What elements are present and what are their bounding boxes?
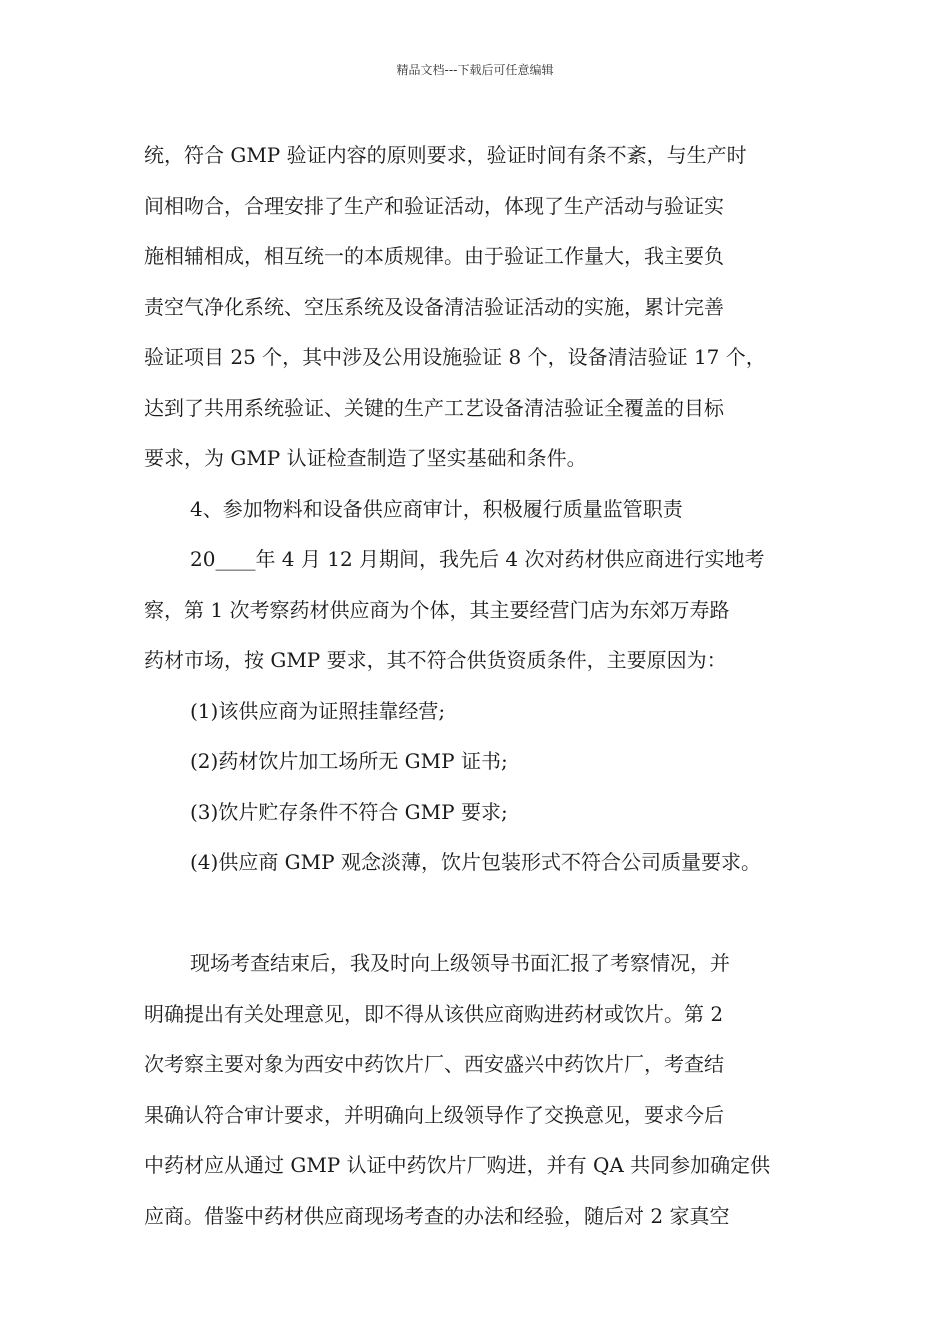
- text-line: 20____年 4 月 12 月期间，我先后 4 次对药材供应商进行实地考: [190, 547, 765, 571]
- text-line: 果确认符合审计要求，并明确向上级领导作了交换意见，要求今后: [144, 1102, 724, 1127]
- text-line: 次考察主要对象为西安中药饮片厂、西安盛兴中药饮片厂，考查结: [144, 1052, 724, 1076]
- text-line: 察，第 1 次考察药材供应商为个体，其主要经营门店为东郊万寿路: [144, 597, 730, 622]
- text-line: 现场考查结束后，我及时向上级领导书面汇报了考察情况，并: [190, 951, 730, 975]
- text-line: 明确提出有关处理意见，即不得从该供应商购进药材或饮片。第 2: [144, 1001, 724, 1026]
- list-item: (2)药材饮片加工场所无 GMP 证书;: [190, 749, 508, 773]
- section-heading-supplier-audit: [144, 484, 834, 535]
- text-line: 药材市场，按 GMP 要求，其不符合供货资质条件，主要原因为：: [144, 648, 727, 672]
- text-line: 达到了共用系统验证、关键的生产工艺设备清洁验证全覆盖的目标: [144, 395, 724, 420]
- text-line: 验证项目 25 个，其中涉及公用设施验证 8 个，设备清洁验证 17 个，: [144, 345, 766, 369]
- section-heading: 4、参加物料和设备供应商审计，积极履行质量监管职责: [190, 496, 683, 521]
- list-item: (4)供应商 GMP 观念淡薄，饮片包装形式不符合公司质量要求。: [190, 850, 761, 874]
- text-line: 统，符合 GMP 验证内容的原则要求，验证时间有条不紊，与生产时: [144, 143, 747, 167]
- text-line: 责空气净化系统、空压系统及设备清洁验证活动的实施，累计完善: [144, 294, 724, 319]
- paragraph-supplier-inspection: [144, 534, 834, 686]
- paragraph-follow-up: [144, 938, 834, 1241]
- paragraph-spacer: [144, 888, 834, 939]
- text-line: 施相辅相成，相互统一的本质规律。由于验证工作量大，我主要负: [144, 244, 724, 268]
- text-line: 间相吻合，合理安排了生产和验证活动，体现了生产活动与验证实: [144, 193, 724, 218]
- list-item: (1)该供应商为证照挂靠经营;: [190, 698, 446, 723]
- list-item: (3)饮片贮存条件不符合 GMP 要求;: [190, 799, 508, 824]
- reason-list: [144, 686, 834, 888]
- page-header: 精品文档---下载后可任意编辑: [396, 63, 554, 77]
- document-body: [144, 130, 834, 1241]
- paragraph-verification-summary: [144, 130, 834, 484]
- text-line: 应商。借鉴中药材供应商现场考查的办法和经验，随后对 2 家真空: [144, 1203, 730, 1228]
- text-line: 要求，为 GMP 认证检查制造了坚实基础和条件。: [144, 446, 587, 470]
- text-line: 中药材应从通过 GMP 认证中药饮片厂购进，并有 QA 共同参加确定供: [144, 1153, 771, 1177]
